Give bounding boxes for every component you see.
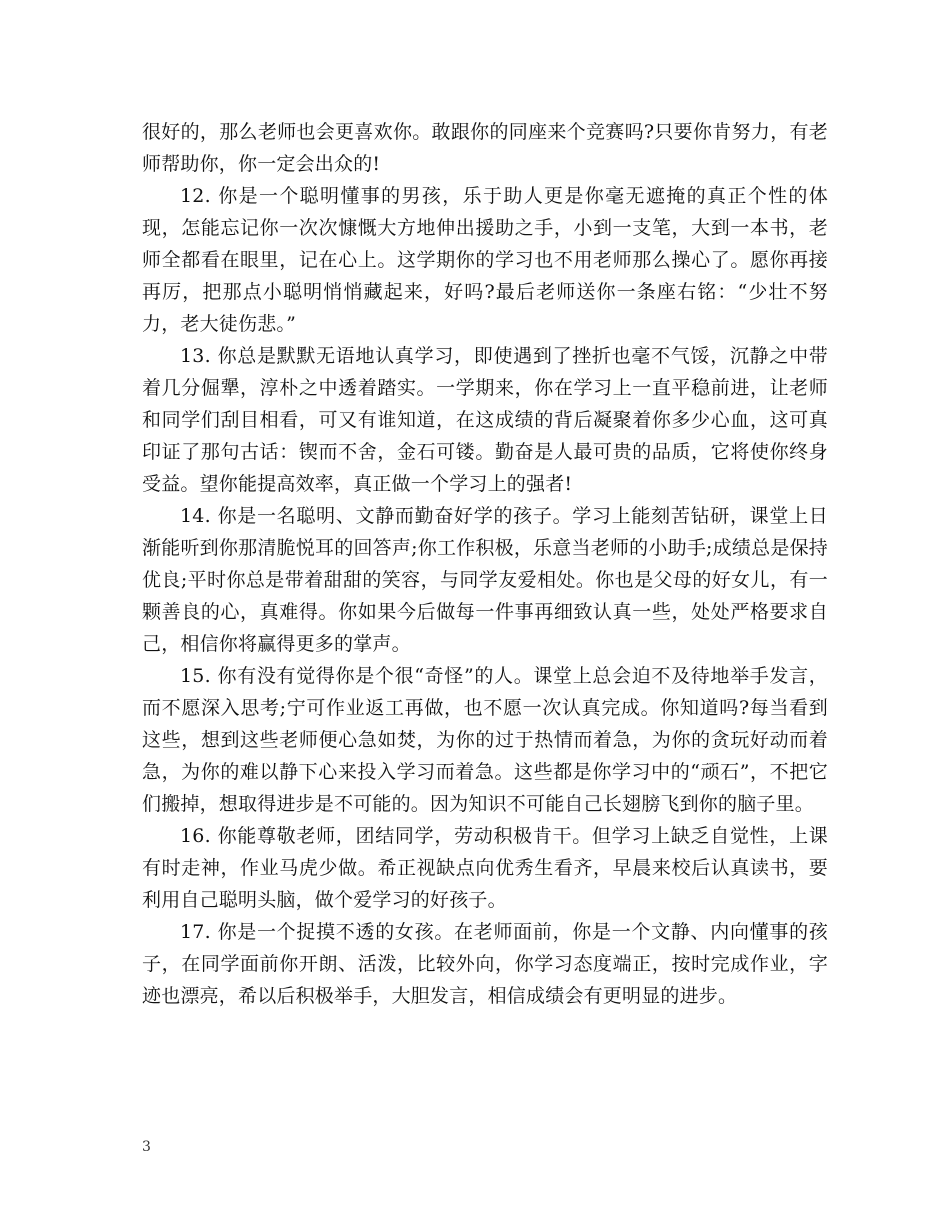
- page-number: 3: [142, 1139, 151, 1155]
- paragraph-item-14: 14. 你是一名聪明、文静而勤奋好学的孩子。学习上能刻苦钻研，课堂上日渐能听到你那清脆悦耳的回答声;你工作积极，乐意当老师的小助手;成绩总是保持优良;平时你总是带着甜甜的笑容，与同学友爱相处。你也是父母的好女儿，有一颗善良的心，真难得。你如果今后做每一件事再细致认真一些，处处严格要求自己，相信你将赢得更多的掌声。: [142, 505, 828, 655]
- paragraph-item-16: 16. 你能尊敬老师，团结同学，劳动积极肯干。但学习上缺乏自觉性，上课有时走神，作业马虎少做。希正视缺点向优秀生看齐，早晨来校后认真读书，要利用自己聪明头脑，做个爱学习的好孩子。: [142, 825, 828, 911]
- paragraph-item-17: 17. 你是一个捉摸不透的女孩。在老师面前，你是一个文静、内向懂事的孩子，在同学面前你开朗、活泼，比较外向，你学习态度端正，按时完成作业，字迹也漂亮，希以后积极举手，大胆发言，相信成绩会有更明显的进步。: [142, 921, 828, 1007]
- paragraph-item-13: 13. 你总是默默无语地认真学习，即使遇到了挫折也毫不气馁，沉静之中带着几分倔犟，淳朴之中透着踏实。一学期来，你在学习上一直平稳前进，让老师和同学们刮目相看，可又有谁知道，在这成绩的背后凝聚着你多少心血，这可真印证了那句古话：锲而不舍，金石可镂。勤奋是人最可贵的品质，它将使你终身受益。望你能提高效率，真正做一个学习上的强者!: [142, 345, 828, 495]
- paragraph-item-15: 15. 你有没有觉得你是个很“奇怪”的人。课堂上总会迫不及待地举手发言，而不愿深入思考;宁可作业返工再做，也不愿一次认真完成。你知道吗?每当看到这些，想到这些老师便心急如焚，为你的过于热情而着急，为你的贪玩好动而着急，为你的难以静下心来投入学习而着急。这些都是你学习中的“顽石”，不把它们搬掉，想取得进步是不可能的。因为知识不可能自己长翅膀飞到你的脑子里。: [142, 665, 828, 815]
- paragraph-item-12: 12. 你是一个聪明懂事的男孩，乐于助人更是你毫无遮掩的真正个性的体现，怎能忘记你一次次慷慨大方地伸出援助之手，小到一支笔，大到一本书，老师全都看在眼里，记在心上。这学期你的学习也不用老师那么操心了。愿你再接再厉，把那点小聪明悄悄藏起来，好吗?最后老师送你一条座右铭：“少壮不努力，老大徒伤悲。”: [142, 185, 828, 335]
- document-body: [142, 116, 828, 1012]
- paragraph-continuation: 很好的，那么老师也会更喜欢你。敢跟你的同座来个竞赛吗?只要你肯努力，有老师帮助你，你一定会出众的!: [142, 121, 828, 175]
